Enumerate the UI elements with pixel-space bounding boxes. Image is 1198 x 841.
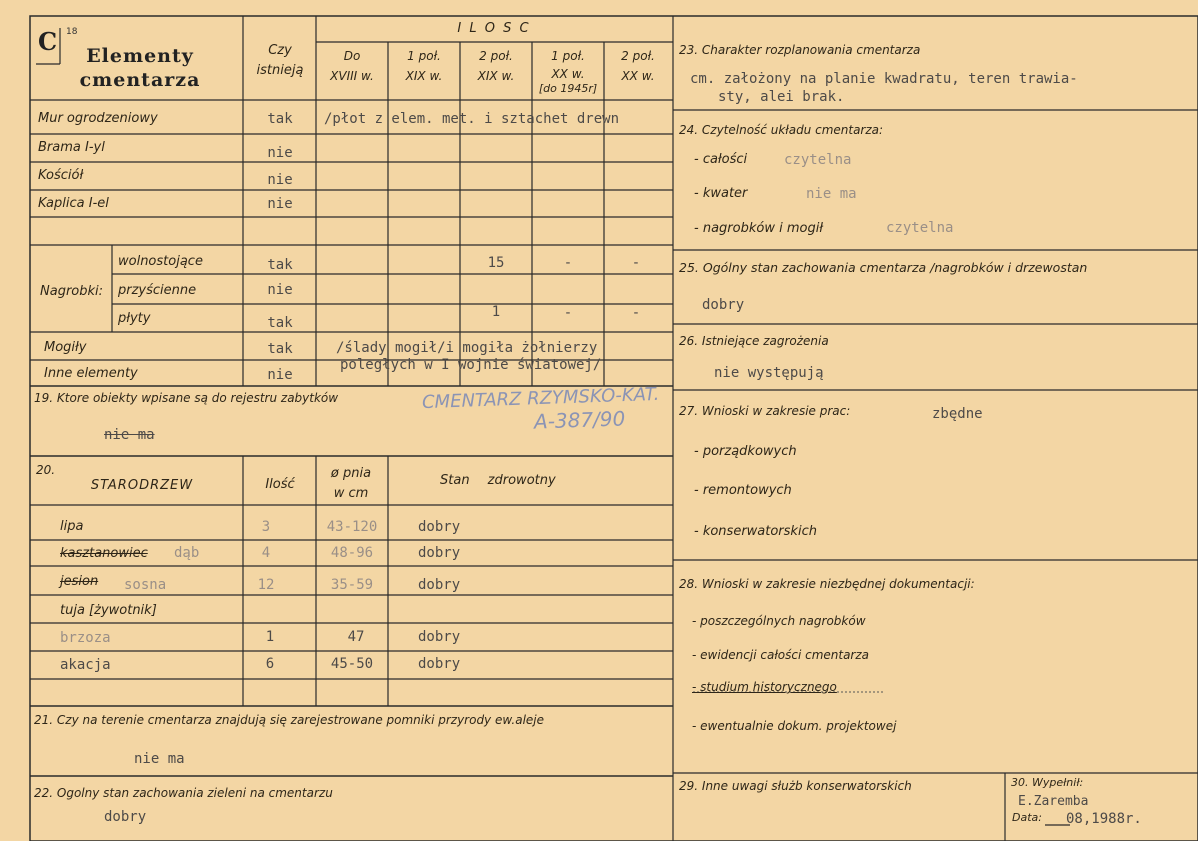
s26-answer: nie występują — [714, 365, 824, 381]
row-plyty-label: płyty — [118, 311, 151, 326]
row-mogily-note: /ślady mogił/i mogiła żołnierzy — [336, 340, 598, 356]
card-number: 18 — [66, 27, 78, 37]
s30-date: 08,1988r. — [1066, 811, 1142, 827]
s28-item-studium: - studium historycznego — [692, 680, 837, 694]
s23-line2: sty, alei brak. — [718, 89, 845, 105]
s24-nagrobkow-value: czytelna — [886, 220, 954, 236]
tree-row-2-over: dąb — [174, 545, 200, 561]
s19-label: 19. Ktore obiekty wpisane są do rejestru zabytków — [34, 391, 339, 405]
s21-answer: nie ma — [134, 751, 185, 767]
tree-row-1-ilosc: 3 — [261, 519, 271, 535]
row-przyscienne-value: nie — [267, 282, 293, 298]
row-mogily-value: tak — [267, 341, 293, 357]
row-inne-note: poległych w I wojnie światowej/ — [340, 357, 602, 373]
tree-row-6-ilosc: 6 — [265, 656, 275, 672]
s28-item-ewidencji: - ewidencji całości cmentarza — [692, 648, 870, 662]
col-1pol-xx-l2: XX w. — [551, 67, 585, 81]
col-1pol-xix-l1: 1 poł. — [407, 49, 441, 63]
tree-row-5-stan: dobry — [418, 629, 461, 645]
col-2pol-xx-l2: XX w. — [621, 69, 655, 83]
tree-row-6-pnia: 45-50 — [330, 656, 374, 672]
row-wolnostojace-2pol-xx: - — [631, 255, 641, 271]
s24-nagrobkow-label: - nagrobków i mogił — [694, 221, 824, 236]
tree-row-5-pnia: 47 — [347, 629, 365, 645]
s19-handwritten-line2: A-387/90 — [533, 406, 626, 434]
row-plyty-2pol-xix: 1 — [491, 304, 501, 320]
ilosc-header: I L O S C — [457, 21, 531, 36]
tree-row-1-pnia: 43-120 — [326, 519, 378, 535]
card-title-line2: cmentarza — [79, 69, 201, 91]
col-1pol-xx-l1: 1 poł. — [551, 49, 585, 63]
tree-row-2-stan: dobry — [418, 545, 461, 561]
s25-answer: dobry — [702, 297, 745, 313]
row-wolnostojace-1pol-xx: - — [563, 255, 573, 271]
tree-row-3-ilosc: 12 — [257, 577, 275, 593]
s22-answer: dobry — [104, 809, 147, 825]
tree-row-2-name: kasztanowiec — [60, 546, 148, 561]
s28-item-nagrobkow: - poszczególnych nagrobków — [692, 614, 866, 628]
s28-item-projektowej: - ewentualnie dokum. projektowej — [692, 719, 897, 733]
card-letter: C — [38, 27, 58, 56]
row-brama-value: nie — [267, 145, 293, 161]
s24-kwater-label: - kwater — [694, 186, 748, 201]
tree-row-3-stan: dobry — [418, 577, 461, 593]
row-plyty-2pol-xx: - — [631, 305, 641, 321]
row-inne-value: nie — [267, 367, 293, 383]
s26-label: 26. Istniejące zagrożenia — [679, 334, 829, 348]
s30-date-label: Data: — [1012, 811, 1042, 824]
tree-row-5-name: brzoza — [60, 630, 111, 646]
row-wolnostojace-2pol-xix: 15 — [487, 255, 505, 271]
row-mogily-label: Mogiły — [44, 340, 87, 355]
col-2pol-xix-l2: XIX w. — [477, 69, 515, 83]
row-plyty-1pol-xx: - — [563, 305, 573, 321]
s27-item-porzadkowych: - porządkowych — [694, 444, 797, 459]
nagrobki-label: Nagrobki: — [40, 284, 104, 299]
col-1pol-xix-l2: XIX w. — [405, 69, 443, 83]
row-kosciol-value: nie — [267, 172, 293, 188]
s27-item-konserwatorskich: - konserwatorskich — [694, 524, 817, 539]
s29-label: 29. Inne uwagi służb konserwatorskich — [679, 779, 912, 793]
row-inne-label: Inne elementy — [44, 366, 138, 381]
tree-row-2-ilosc: 4 — [261, 545, 271, 561]
row-mur-value: tak — [267, 111, 293, 127]
tree-row-3-pnia: 35-59 — [330, 577, 374, 593]
row-wolnostojace-value: tak — [267, 257, 293, 273]
s22-label: 22. Ogolny stan zachowania zieleni na cmentarzu — [34, 786, 333, 800]
col-do-xviii-l1: Do — [343, 49, 361, 63]
s20-col-ilosc: Ilość — [265, 477, 295, 492]
row-kaplica-label: Kaplica I-el — [38, 196, 109, 211]
s20-col-stan: Stan zdrowotny — [440, 473, 556, 488]
s19-answer: nie ma — [104, 427, 155, 443]
s20-title: STARODRZEW — [90, 478, 194, 493]
row-mur-label: Mur ogrodzeniowy — [38, 111, 158, 126]
tree-row-4-name: tuja [żywotnik] — [60, 603, 157, 618]
col-czy-line1: Czy — [268, 43, 292, 58]
col-2pol-xix-l1: 2 poł. — [479, 49, 513, 63]
row-plyty-value: tak — [267, 315, 293, 331]
s21-label: 21. Czy na terenie cmentarza znajdują się zarejestrowane pomniki przyrody ew.aleje — [34, 713, 545, 727]
col-do-xviii-l2: XVIII w. — [330, 69, 374, 83]
card-title-line1: Elementy — [86, 45, 194, 67]
col-1pol-xx-l3: [do 1945r] — [538, 82, 598, 95]
s27-label: 27. Wnioski w zakresie prac: — [679, 404, 851, 418]
tree-row-3-name: jesion — [60, 574, 99, 589]
s28-label: 28. Wnioski w zakresie niezbędnej dokumentacji: — [679, 577, 975, 591]
row-wolnostojace-label: wolnostojące — [118, 254, 203, 269]
s24-calosci-label: - całości — [694, 152, 748, 167]
s20-col-pnia-l1: ø pnia — [330, 466, 372, 481]
s23-label: 23. Charakter rozplanowania cmentarza — [679, 43, 921, 57]
s24-label: 24. Czytelność układu cmentarza: — [679, 123, 884, 137]
col-czy-line2: istnieją — [256, 63, 304, 78]
row-mur-note: /płot z elem. met. i sztachet drewn — [324, 111, 620, 127]
s24-calosci-value: czytelna — [784, 152, 852, 168]
tree-row-3-over: sosna — [124, 577, 167, 593]
s30-name: E.Zaremba — [1018, 794, 1089, 809]
tree-row-2-pnia: 48-96 — [330, 545, 374, 561]
col-2pol-xx-l1: 2 poł. — [621, 49, 655, 63]
s20-number: 20. — [36, 463, 56, 477]
s19-handwritten-line1: CMENTARZ RZYMSKO-KAT. — [421, 383, 660, 414]
s20-col-pnia-l2: w cm — [333, 486, 369, 501]
tree-row-1-name: lipa — [60, 519, 84, 534]
row-kosciol-label: Kościół — [38, 168, 84, 183]
row-kaplica-value: nie — [267, 196, 293, 212]
s30-label: 30. Wypełnił: — [1011, 776, 1084, 789]
s27-item-remontowych: - remontowych — [694, 483, 792, 498]
row-brama-label: Brama I-yl — [38, 140, 105, 155]
s24-kwater-value: nie ma — [806, 186, 857, 202]
s23-line1: cm. założony na planie kwadratu, teren trawia- — [690, 71, 1078, 87]
tree-row-6-stan: dobry — [418, 656, 461, 672]
tree-row-6-name: akacja — [60, 657, 111, 673]
tree-row-1-stan: dobry — [418, 519, 461, 535]
s27-answer: zbędne — [932, 406, 983, 422]
tree-row-5-ilosc: 1 — [265, 629, 275, 645]
row-przyscienne-label: przyścienne — [118, 283, 197, 298]
s25-label: 25. Ogólny stan zachowania cmentarza /nagrobków i drzewostan — [679, 260, 1088, 275]
